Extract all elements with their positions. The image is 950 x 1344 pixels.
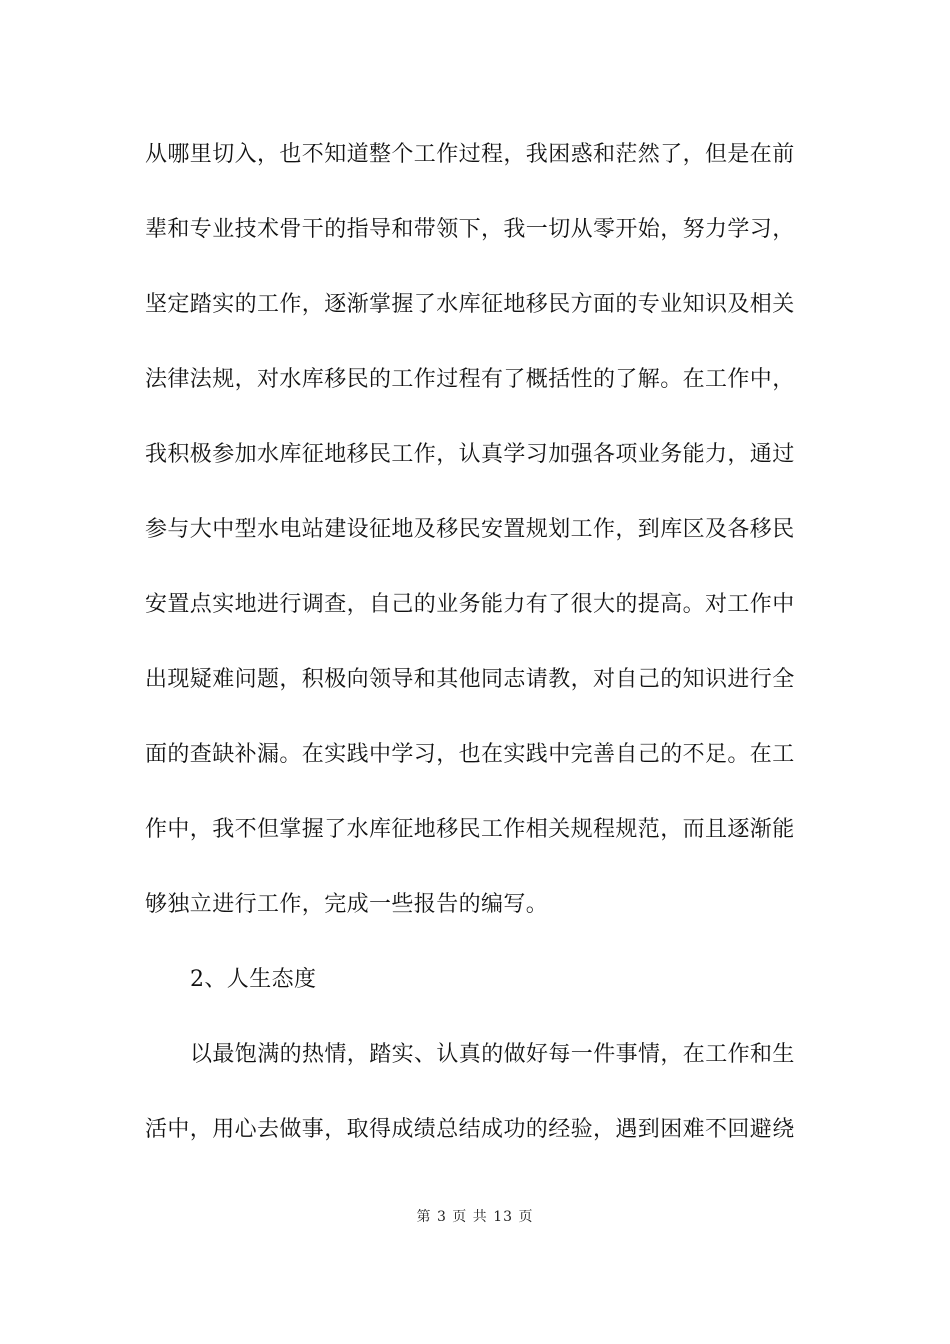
section-heading: 2、人生态度 bbox=[190, 967, 317, 992]
body-text-line: 作中，我不但掌握了水库征地移民工作相关规程规范，而且逐渐能 bbox=[145, 817, 795, 842]
body-text-line: 够独立进行工作，完成一些报告的编写。 bbox=[145, 892, 549, 917]
body-text-line: 坚定踏实的工作，逐渐掌握了水库征地移民方面的专业知识及相关 bbox=[145, 292, 795, 317]
body-text-line: 从哪里切入，也不知道整个工作过程，我困惑和茫然了，但是在前 bbox=[145, 142, 795, 167]
body-text-line: 我积极参加水库征地移民工作，认真学习加强各项业务能力，通过 bbox=[145, 442, 795, 467]
body-text-line: 出现疑难问题，积极向领导和其他同志请教，对自己的知识进行全 bbox=[145, 667, 795, 692]
body-text-line: 活中，用心去做事，取得成绩总结成功的经验，遇到困难不回避绕 bbox=[145, 1117, 795, 1142]
page-number-footer: 第 3 页 共 13 页 bbox=[416, 1209, 534, 1225]
body-text-line: 参与大中型水电站建设征地及移民安置规划工作，到库区及各移民 bbox=[145, 517, 795, 542]
body-text-line: 以最饱满的热情，踏实、认真的做好每一件事情，在工作和生 bbox=[190, 1042, 795, 1067]
body-text-line: 法律法规，对水库移民的工作过程有了概括性的了解。在工作中， bbox=[145, 367, 795, 392]
body-text-line: 辈和专业技术骨干的指导和带领下，我一切从零开始，努力学习， bbox=[145, 217, 795, 242]
body-text-line: 面的查缺补漏。在实践中学习，也在实践中完善自己的不足。在工 bbox=[145, 742, 795, 767]
body-text-line: 安置点实地进行调查，自己的业务能力有了很大的提高。对工作中 bbox=[145, 592, 795, 617]
